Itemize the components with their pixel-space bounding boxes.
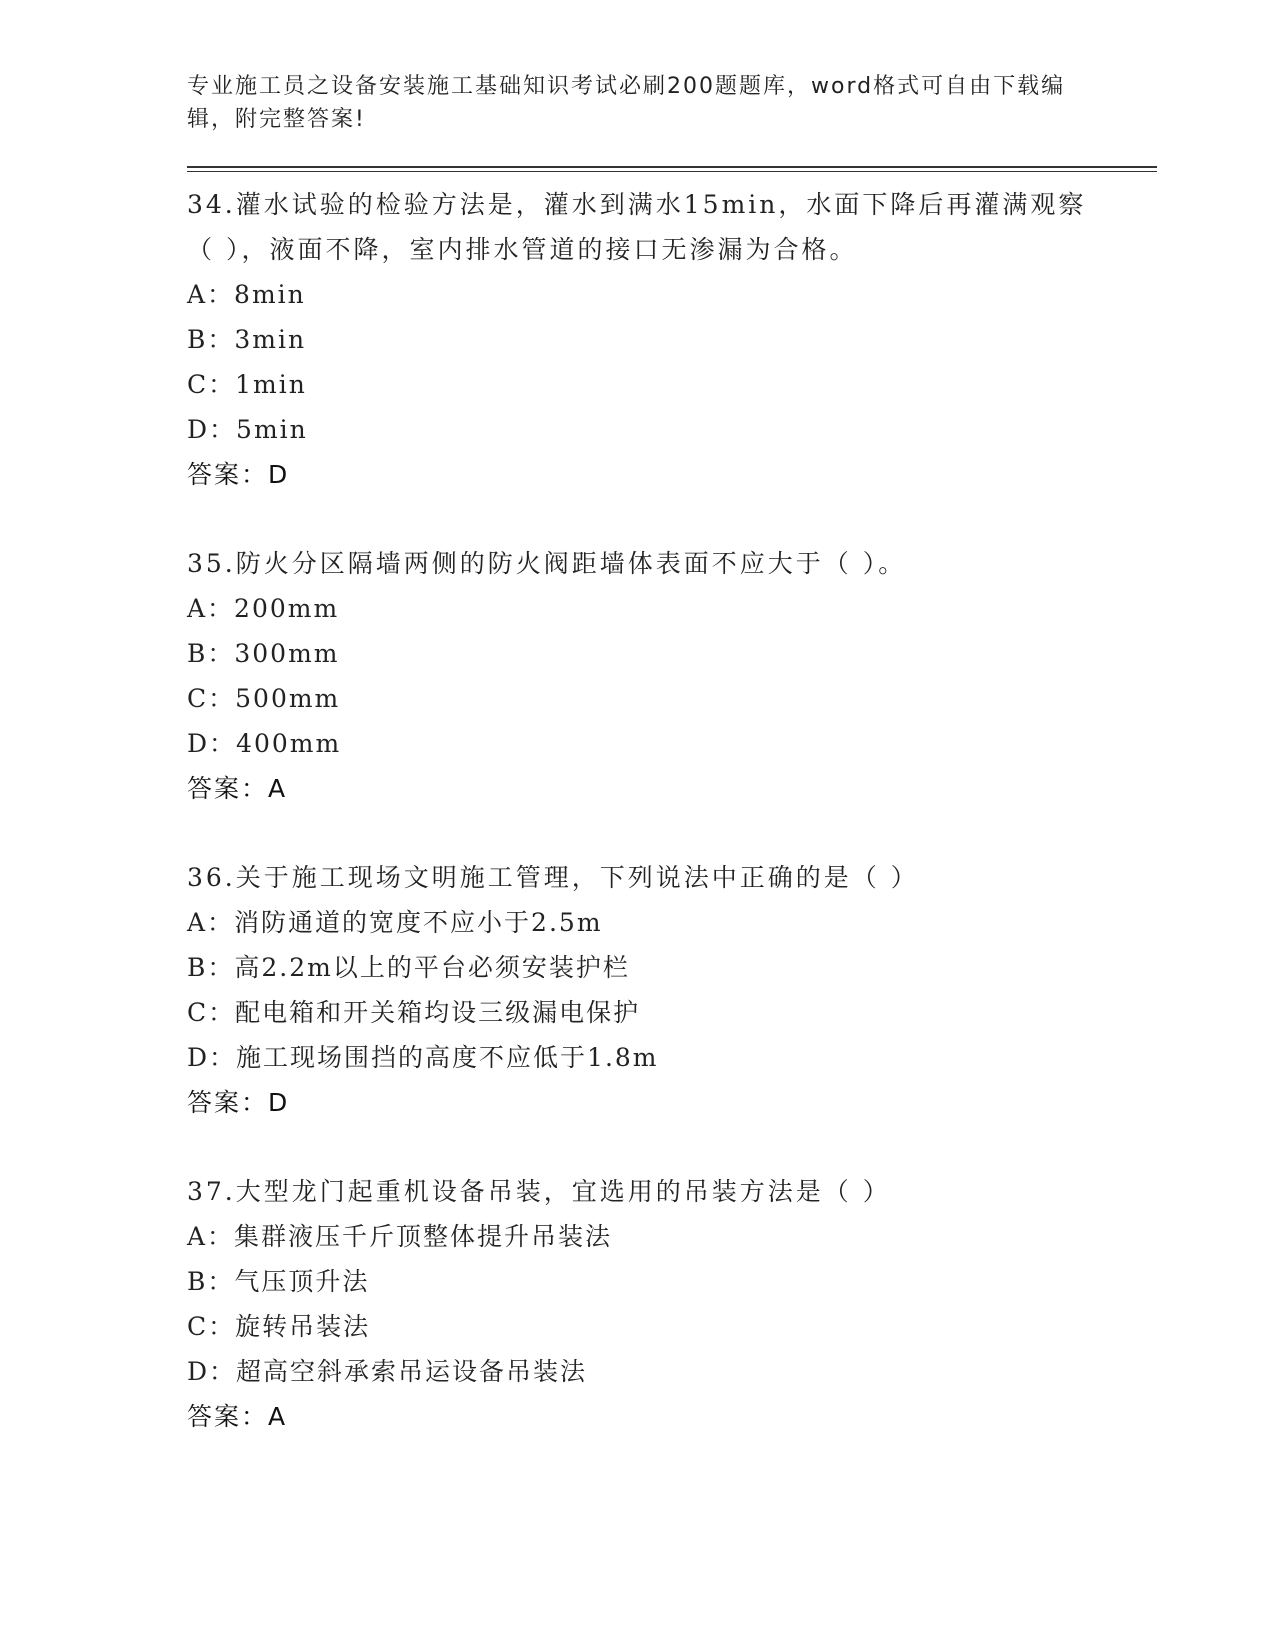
option-b: B：300mm xyxy=(187,639,340,668)
option-c: C：1min xyxy=(187,370,307,399)
document-page xyxy=(187,70,1157,1439)
option-a: A：集群液压千斤顶整体提升吊装法 xyxy=(187,1222,613,1251)
option-d: D：施工现场围挡的高度不应低于1.8m xyxy=(187,1043,659,1072)
option-c: C：500mm xyxy=(187,684,341,713)
option-c: C：旋转吊装法 xyxy=(187,1312,371,1341)
option-d: D：5min xyxy=(187,415,308,444)
option-d: D：400mm xyxy=(187,729,342,758)
question-stem: 34.灌水试验的检验方法是，灌水到满水15min，水面下降后再灌满观察（ ），液面不降，室内排水管道的接口无渗漏为合格。 xyxy=(187,190,1087,264)
option-b: B：高2.2m以上的平台必须安装护栏 xyxy=(187,953,630,982)
answer-line: 答案：A xyxy=(187,1402,288,1431)
option-c: C：配电箱和开关箱均设三级漏电保护 xyxy=(187,998,641,1027)
answer-line: 答案：A xyxy=(187,774,288,803)
answer-line: 答案：D xyxy=(187,1088,290,1117)
question-35 xyxy=(187,541,1157,811)
question-stem: 36.关于施工现场文明施工管理，下列说法中正确的是（ ） xyxy=(187,863,919,892)
question-36 xyxy=(187,855,1157,1125)
question-stem: 35.防火分区隔墙两侧的防火阀距墙体表面不应大于（ ）。 xyxy=(187,549,907,578)
answer-line: 答案：D xyxy=(187,460,290,489)
option-d: D：超高空斜承索吊运设备吊装法 xyxy=(187,1357,588,1386)
document-header: 专业施工员之设备安装施工基础知识考试必刷200题题库，word格式可自由下载编辑，附完整答案! xyxy=(187,74,1066,132)
question-stem: 37.大型龙门起重机设备吊装，宜选用的吊装方法是（ ） xyxy=(187,1177,891,1206)
option-b: B：3min xyxy=(187,325,307,354)
option-b: B：气压顶升法 xyxy=(187,1267,370,1296)
question-34 xyxy=(187,182,1157,497)
option-a: A：8min xyxy=(187,280,306,309)
question-37 xyxy=(187,1169,1157,1439)
header-divider xyxy=(187,166,1157,172)
option-a: A：消防通道的宽度不应小于2.5m xyxy=(187,908,603,937)
option-a: A：200mm xyxy=(187,594,340,623)
